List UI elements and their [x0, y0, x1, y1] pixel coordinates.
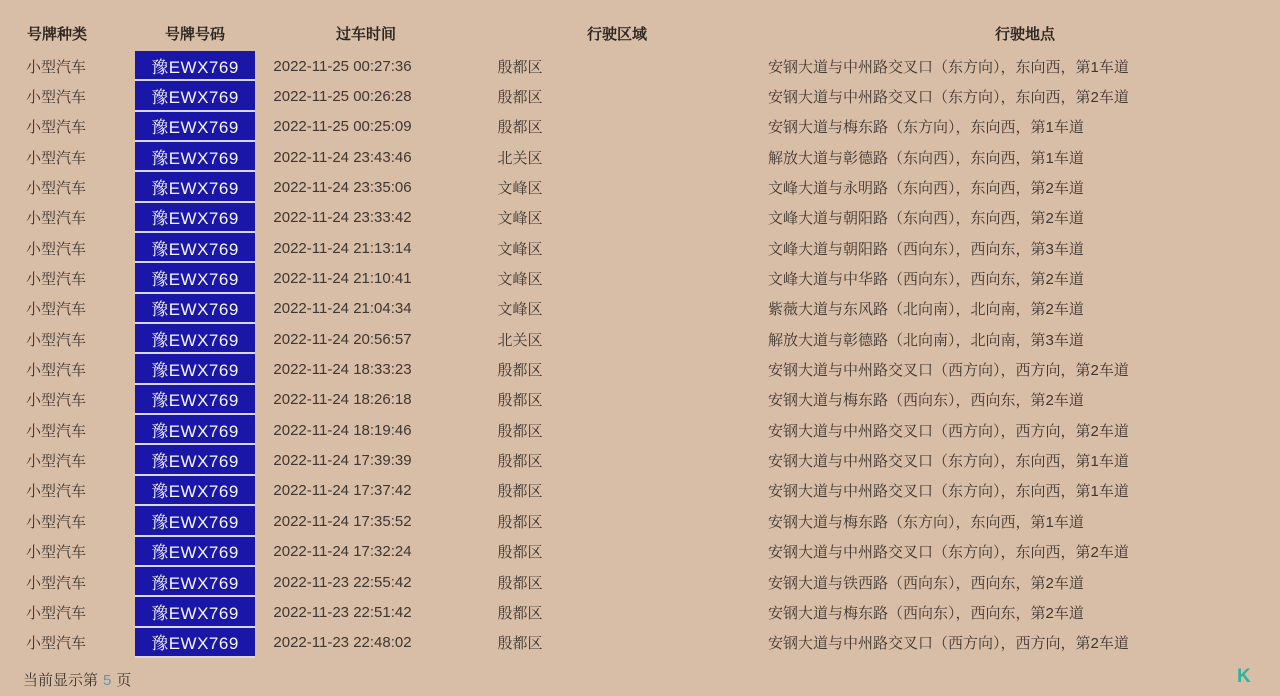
plate-number-cell [112, 172, 255, 202]
driving-location-cell: 安钢大道与梅东路（西向东），西向东，第2车道 [768, 392, 1084, 410]
driving-district-cell: 殷都区 [497, 483, 543, 501]
plate-number-cell [112, 628, 255, 658]
plate-number-badge[interactable]: 豫EWX769 [135, 506, 255, 536]
pass-time-cell: 2022-11-23 22:51:42 [273, 603, 412, 621]
plate-type-cell: 小型汽车 [25, 422, 86, 440]
plate-type-cell: 小型汽车 [25, 604, 86, 622]
plate-number-badge[interactable]: 豫EWX769 [135, 628, 255, 658]
plate-number-cell [112, 506, 255, 536]
plate-number-cell [112, 445, 255, 475]
plate-number-badge[interactable]: 豫EWX769 [135, 385, 255, 415]
plate-number-cell [112, 567, 255, 597]
plate-type-cell: 小型汽车 [25, 635, 86, 653]
plate-number-badge[interactable]: 豫EWX769 [135, 81, 255, 111]
plate-number-badge[interactable]: 豫EWX769 [135, 324, 255, 354]
driving-location-cell: 安钢大道与梅东路（东方向），东向西，第1车道 [768, 119, 1084, 137]
driving-district-cell: 殷都区 [497, 574, 543, 592]
plate-number-cell [112, 415, 255, 445]
plate-number-cell [112, 112, 255, 142]
driving-district-cell: 文峰区 [497, 210, 543, 228]
pass-time-cell: 2022-11-24 23:35:06 [273, 179, 412, 197]
plate-number-badge[interactable]: 豫EWX769 [135, 51, 255, 81]
driving-district-cell: 殷都区 [497, 422, 543, 440]
table-row [0, 51, 1280, 81]
driving-district-cell: 殷都区 [497, 513, 543, 531]
plate-number-badge[interactable]: 豫EWX769 [135, 445, 255, 475]
table-row [0, 415, 1280, 445]
table-row [0, 203, 1280, 233]
table-row [0, 537, 1280, 567]
table-row [0, 385, 1280, 415]
pass-time-cell: 2022-11-23 22:48:02 [273, 634, 412, 652]
driving-district-cell: 殷都区 [497, 58, 543, 76]
driving-district-cell: 文峰区 [497, 240, 543, 258]
plate-number-badge[interactable]: 豫EWX769 [135, 415, 255, 445]
plate-number-cell [112, 537, 255, 567]
driving-location-cell: 安钢大道与中州路交叉口（东方向），东向西，第1车道 [768, 483, 1129, 501]
plate-type-cell: 小型汽车 [25, 301, 86, 319]
plate-number-cell [112, 294, 255, 324]
table-row [0, 476, 1280, 506]
driving-district-cell: 殷都区 [497, 362, 543, 380]
pass-time-cell: 2022-11-25 00:26:28 [273, 88, 412, 106]
driving-district-cell: 文峰区 [497, 301, 543, 319]
driving-district-cell: 北关区 [497, 331, 543, 349]
table-row [0, 354, 1280, 384]
table-row [0, 445, 1280, 475]
driving-district-cell: 殷都区 [497, 89, 543, 107]
plate-type-cell: 小型汽车 [25, 483, 86, 501]
pass-time-cell: 2022-11-24 21:10:41 [273, 270, 412, 288]
driving-location-cell: 安钢大道与中州路交叉口（西方向），西方向，第2车道 [768, 635, 1129, 653]
plate-type-cell: 小型汽车 [25, 331, 86, 349]
driving-location-cell: 安钢大道与中州路交叉口（西方向），西方向，第2车道 [768, 362, 1129, 380]
plate-number-badge[interactable]: 豫EWX769 [135, 476, 255, 506]
table-row [0, 172, 1280, 202]
driving-district-cell: 北关区 [497, 149, 543, 167]
driving-district-cell: 殷都区 [497, 453, 543, 471]
column-header-driving-district: 行驶区域 [586, 26, 648, 43]
driving-district-cell: 殷都区 [497, 544, 543, 562]
pass-time-cell: 2022-11-25 00:25:09 [273, 118, 412, 136]
driving-district-cell: 殷都区 [497, 119, 543, 137]
plate-number-cell [112, 385, 255, 415]
plate-number-cell [112, 142, 255, 172]
plate-number-cell [112, 81, 255, 111]
plate-number-cell [112, 354, 255, 384]
table-row [0, 294, 1280, 324]
plate-type-cell: 小型汽车 [25, 149, 86, 167]
plate-number-cell [112, 324, 255, 354]
driving-district-cell: 文峰区 [497, 180, 543, 198]
plate-number-badge[interactable]: 豫EWX769 [135, 537, 255, 567]
pass-time-cell: 2022-11-24 23:33:42 [273, 209, 412, 227]
driving-location-cell: 紫薇大道与东风路（北向南），北向南，第2车道 [768, 301, 1084, 319]
driving-district-cell: 殷都区 [497, 604, 543, 622]
driving-location-cell: 安钢大道与中州路交叉口（西方向），西方向，第2车道 [768, 422, 1129, 440]
driving-location-cell: 文峰大道与中华路（西向东），西向东，第2车道 [768, 271, 1084, 289]
plate-type-cell: 小型汽车 [25, 513, 86, 531]
plate-type-cell: 小型汽车 [25, 89, 86, 107]
plate-number-cell [112, 597, 255, 627]
plate-number-badge[interactable]: 豫EWX769 [135, 294, 255, 324]
plate-number-cell [112, 51, 255, 81]
plate-type-cell: 小型汽车 [25, 574, 86, 592]
plate-type-cell: 小型汽车 [25, 362, 86, 380]
k-logo-watermark: K [1237, 666, 1251, 687]
plate-number-cell [112, 476, 255, 506]
table-row [0, 142, 1280, 172]
plate-number-badge[interactable]: 豫EWX769 [135, 172, 255, 202]
pass-time-cell: 2022-11-24 20:56:57 [273, 330, 412, 348]
plate-type-cell: 小型汽车 [25, 392, 86, 410]
driving-location-cell: 解放大道与彰德路（东向西），东向西，第1车道 [768, 149, 1084, 167]
table-row [0, 324, 1280, 354]
driving-location-cell: 解放大道与彰德路（北向南），北向南，第3车道 [768, 331, 1084, 349]
driving-district-cell: 文峰区 [497, 271, 543, 289]
plate-type-cell: 小型汽车 [25, 240, 86, 258]
driving-location-cell: 安钢大道与梅东路（西向东），西向东，第2车道 [768, 604, 1084, 622]
plate-number-cell [112, 203, 255, 233]
driving-location-cell: 文峰大道与朝阳路（西向东），西向东，第3车道 [768, 240, 1084, 258]
column-header-pass-time: 过车时间 [335, 26, 397, 43]
table-row [0, 506, 1280, 536]
driving-location-cell: 安钢大道与铁西路（西向东），西向东，第2车道 [768, 574, 1084, 592]
driving-district-cell: 殷都区 [497, 392, 543, 410]
pass-time-cell: 2022-11-23 22:55:42 [273, 573, 412, 591]
table-row [0, 112, 1280, 142]
pass-time-cell: 2022-11-24 18:19:46 [273, 421, 412, 439]
pass-time-cell: 2022-11-24 17:39:39 [273, 452, 412, 470]
pagination-suffix: 页 [116, 672, 132, 689]
pass-time-cell: 2022-11-24 21:13:14 [273, 239, 412, 257]
plate-type-cell: 小型汽车 [25, 58, 86, 76]
driving-location-cell: 安钢大道与中州路交叉口（东方向），东向西，第1车道 [768, 453, 1129, 471]
plate-number-badge[interactable]: 豫EWX769 [135, 354, 255, 384]
pass-time-cell: 2022-11-24 18:33:23 [273, 361, 412, 379]
pass-time-cell: 2022-11-24 17:32:24 [273, 543, 412, 561]
driving-location-cell: 文峰大道与朝阳路（东向西），东向西，第2车道 [768, 210, 1084, 228]
column-header-plate-type: 号牌种类 [26, 26, 88, 43]
plate-type-cell: 小型汽车 [25, 180, 86, 198]
plate-type-cell: 小型汽车 [25, 271, 86, 289]
plate-number-badge[interactable]: 豫EWX769 [135, 203, 255, 233]
pass-time-cell: 2022-11-25 00:27:36 [273, 57, 412, 75]
plate-number-cell [112, 233, 255, 263]
plate-number-badge[interactable]: 豫EWX769 [135, 263, 255, 293]
table-row [0, 81, 1280, 111]
plate-type-cell: 小型汽车 [25, 119, 86, 137]
column-header-driving-location: 行驶地点 [994, 26, 1056, 43]
driving-district-cell: 殷都区 [497, 635, 543, 653]
pagination-prefix: 当前显示第 [23, 672, 99, 689]
plate-number-badge[interactable]: 豫EWX769 [135, 233, 255, 263]
plate-type-cell: 小型汽车 [25, 544, 86, 562]
plate-type-cell: 小型汽车 [25, 210, 86, 228]
pass-time-cell: 2022-11-24 23:43:46 [273, 148, 412, 166]
plate-number-cell [112, 263, 255, 293]
plate-number-badge[interactable]: 豫EWX769 [135, 597, 255, 627]
driving-location-cell: 文峰大道与永明路（东向西），东向西，第2车道 [768, 180, 1084, 198]
table-row [0, 628, 1280, 658]
table-row [0, 263, 1280, 293]
pass-time-cell: 2022-11-24 18:26:18 [273, 391, 412, 409]
column-header-plate-number: 号牌号码 [164, 26, 226, 43]
driving-location-cell: 安钢大道与中州路交叉口（东方向），东向西，第2车道 [768, 89, 1129, 107]
pass-time-cell: 2022-11-24 17:35:52 [273, 512, 412, 530]
plate-number-badge[interactable]: 豫EWX769 [135, 142, 255, 172]
table-body [0, 51, 1280, 658]
plate-number-badge[interactable]: 豫EWX769 [135, 112, 255, 142]
current-page-number: 5 [103, 672, 112, 689]
driving-location-cell: 安钢大道与中州路交叉口（东方向），东向西，第2车道 [768, 544, 1129, 562]
pass-time-cell: 2022-11-24 17:37:42 [273, 482, 412, 500]
plate-number-badge[interactable]: 豫EWX769 [135, 567, 255, 597]
table-row [0, 233, 1280, 263]
table-header [0, 0, 1280, 51]
pagination-status [23, 669, 131, 690]
pass-time-cell: 2022-11-24 21:04:34 [273, 300, 412, 318]
table-row [0, 597, 1280, 627]
plate-type-cell: 小型汽车 [25, 453, 86, 471]
driving-location-cell: 安钢大道与中州路交叉口（东方向），东向西，第1车道 [768, 58, 1129, 76]
driving-location-cell: 安钢大道与梅东路（东方向），东向西，第1车道 [768, 513, 1084, 531]
table-row [0, 567, 1280, 597]
